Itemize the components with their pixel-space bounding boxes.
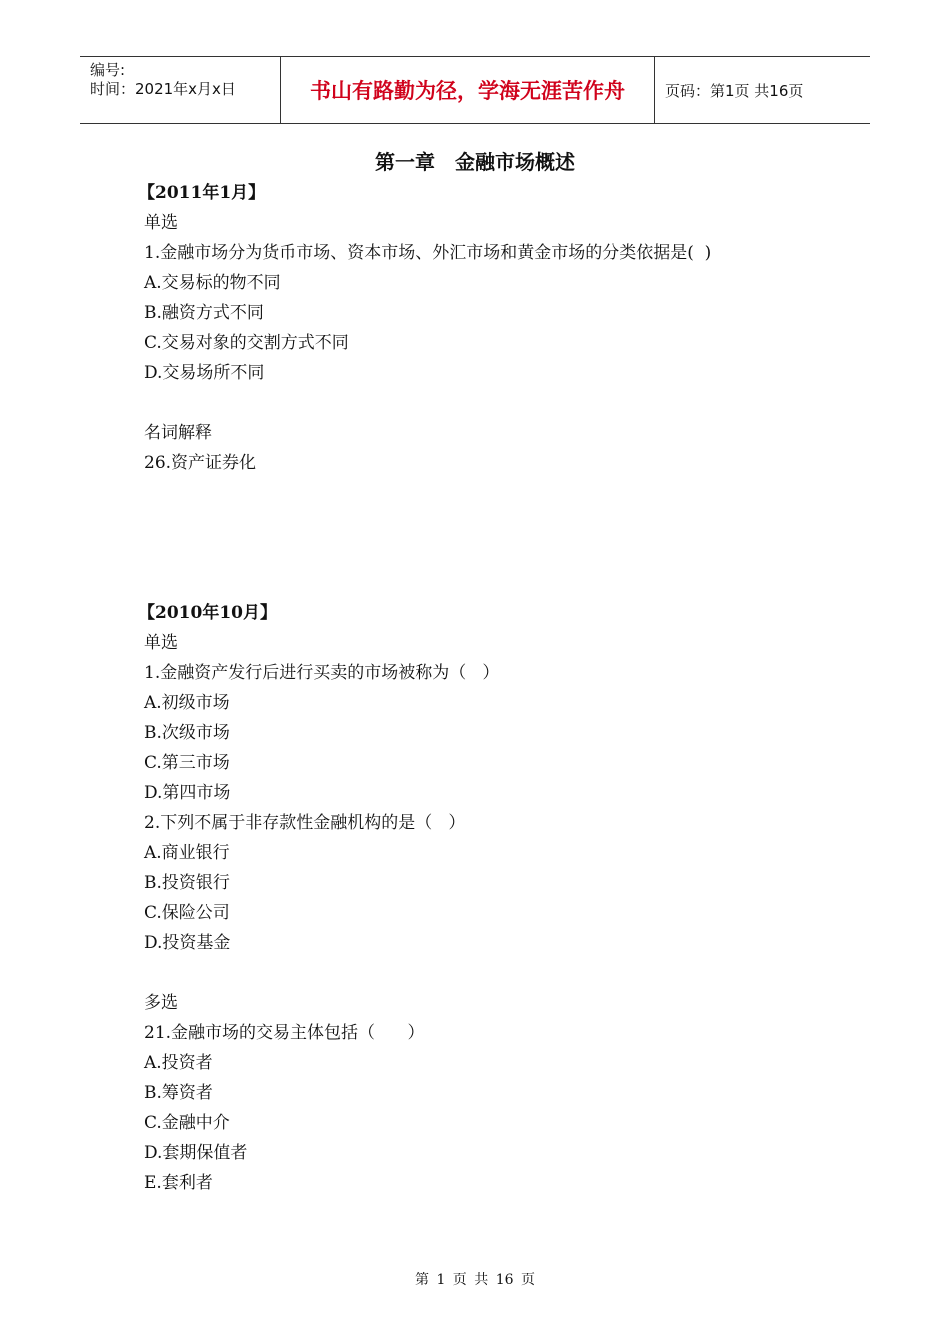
answer-option: D.交易场所不同: [144, 363, 265, 383]
spacer: [144, 388, 844, 418]
answer-option: B.筹资者: [144, 1083, 213, 1103]
answer-option: B.投资银行: [144, 873, 230, 893]
answer-option: A.交易标的物不同: [144, 273, 281, 293]
question-text: 2.下列不属于非存款性金融机构的是（ ）: [144, 813, 466, 833]
header-page-info: 页码：第1页 共16页: [665, 81, 804, 100]
answer-option: A.初级市场: [144, 693, 230, 713]
answer-option: B.融资方式不同: [144, 303, 264, 323]
answer-option: C.金融中介: [144, 1113, 230, 1133]
answer-option: D.套期保值者: [144, 1143, 248, 1163]
spacer: [144, 478, 844, 598]
document-time-label: 时间：2021年x月x日: [90, 80, 236, 98]
question-text: 1.金融市场分为货币市场、资本市场、外汇市场和黄金市场的分类依据是( ): [144, 243, 712, 263]
question-text: 26.资产证券化: [144, 453, 257, 473]
answer-option: B.次级市场: [144, 723, 230, 743]
question-text: 1.金融资产发行后进行买卖的市场被称为（ ）: [144, 663, 500, 683]
section-heading: 【2010年10月】: [138, 603, 277, 623]
answer-option: A.商业银行: [144, 843, 230, 863]
answer-option: D.第四市场: [144, 783, 231, 803]
answer-option: E.套利者: [144, 1173, 213, 1193]
question-type: 名词解释: [144, 423, 212, 443]
document-number-label: 编号:: [90, 61, 126, 79]
question-text: 21.金融市场的交易主体包括（ ）: [144, 1023, 425, 1043]
answer-option: C.交易对象的交割方式不同: [144, 333, 349, 353]
answer-option: C.保险公司: [144, 903, 230, 923]
question-type: 多选: [144, 993, 178, 1013]
question-type: 单选: [144, 633, 178, 653]
answer-option: A.投资者: [144, 1053, 213, 1073]
page-header: [80, 56, 870, 124]
page-footer: 第 1 页 共 16 页: [415, 1272, 535, 1288]
header-meta: [80, 57, 281, 123]
section-heading: 【2011年1月】: [138, 183, 266, 203]
chapter-title: 第一章 金融市场概述: [375, 150, 575, 174]
document-body: [138, 178, 844, 1198]
answer-option: D.投资基金: [144, 933, 231, 953]
answer-option: C.第三市场: [144, 753, 230, 773]
question-type: 单选: [144, 213, 178, 233]
header-motto: 书山有路勤为径，学海无涯苦作舟: [281, 57, 655, 123]
spacer: [144, 958, 844, 988]
